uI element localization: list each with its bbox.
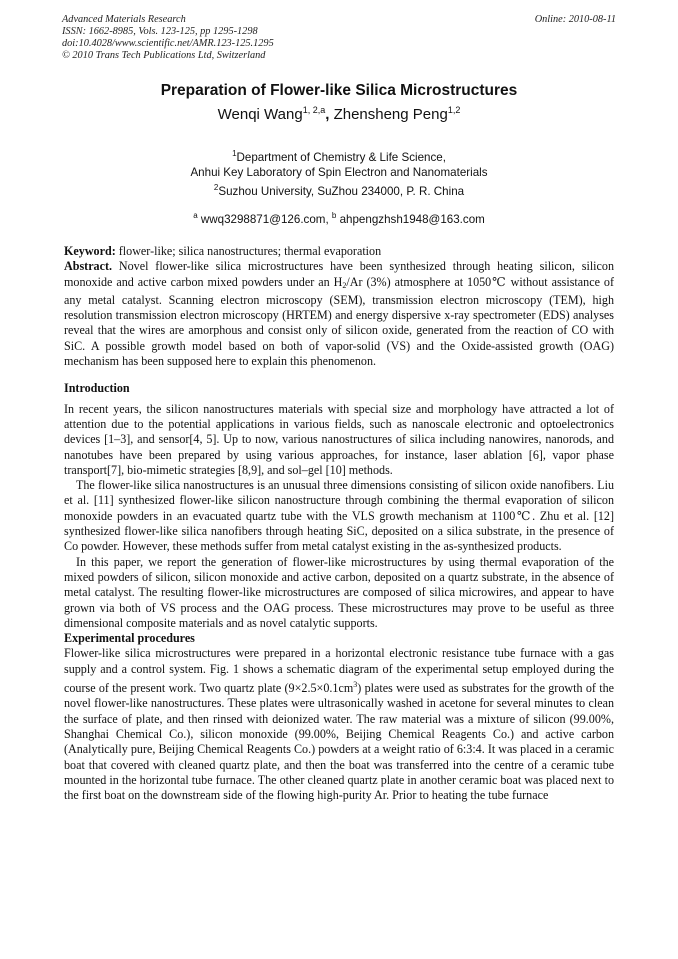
online-date: Online: 2010-08-11 xyxy=(534,14,616,25)
paragraph-text: ) plates were used as substrates for the growth of the novel flower-like nanostructures. These plates were ultrasonically washed in acetone for several minutes to clean the surface of plate, and then rinsed with deionized water. The raw material was a mixture of silicon (99.00%, Shanghai Chemical Co.), silicon monoxide (99.00%, Beijing Chemical Reagents Co.) and active carbon (Analytically pure, Beijing Chemical Reagents Co.) powders at a weight ratio of 6:3:4. It was placed in a ceramic boat that covered with cleaned quartz plate, and then the boat was transferred into the centre of a ceramic tube mounted in the horizontal tube furnace. The other cleaned quartz plate in another ceramic boat was placed next to the first boat on the downstream side of the flowing high-purity Ar. Prior to heating the tube furnace xyxy=(64,681,614,803)
email-marker: a xyxy=(193,211,198,220)
paragraph: The flower-like silica nanostructures is an unusual three dimensions consisting of silicon oxide nanofibers. Liu et al. [11] synthesized flower-like silicon nanostructure through combining the thermal evaporation of silicon monoxide powders in an evacuated quartz tube with the VLS growth mechanism at 1100℃. Zhu et al. [12] synthesized flower-like silica nanofibers through heating SiC, deposited on a silica substrate, in the presence of Co powder. However, these methods suffer from metal catalyst existing in the as-synthesized products. xyxy=(64,478,614,554)
affiliation-line: Anhui Key Laboratory of Spin Electron and Nanomaterials xyxy=(190,166,488,179)
keywords xyxy=(64,244,614,259)
abstract-text: /Ar (3%) atmosphere at 1050℃ without assistance of any metal catalyst. Scanning electron microscopy (SEM), transmission electron microscopy (TEM), high resolution transmission electron microscopy (HRTEM) and energy dispersive x-ray spectrometer (EDS) analyses reveal that the wires are amorphous and consist only of silicon oxide, generated from the reaction of CO with SiC. A possible growth model based on both of vapor-solid (VS) and the Oxide-assisted growth (OAG) mechanism has been supposed here to explain this phenomenon. xyxy=(64,274,614,369)
journal-header xyxy=(62,14,616,62)
paper-body xyxy=(64,244,614,803)
affiliation-line: Suzhou University, SuZhou 234000, P. R. China xyxy=(218,185,465,198)
journal-copyright: © 2010 Trans Tech Publications Ltd, Switzerland xyxy=(62,50,266,61)
author-name: Zhensheng Peng xyxy=(333,106,448,123)
journal-name: Advanced Materials Research xyxy=(62,14,186,25)
superscript: 3 xyxy=(353,680,358,690)
paragraph: In recent years, the silicon nanostructures materials with special size and morphology have attracted a lot of attention due to the potential applications in various fields, such as nanoscale electronic and optoelectronics devices [1–3], and sensor[4, 5]. Up to now, various nanostructures of silica including nanowires, nanorods, and nanotubes have been prepared by using various approaches, for instance, laser ablation [6], vapor phase transport[7], bio-mimetic strategies [8,9], and sol–gel [10] methods. xyxy=(64,401,614,477)
email-address: ahpengzhsh1948@163.com xyxy=(339,213,485,226)
author-line: Wenqi Wang$^{1, 2,a}$, Zhensheng Peng$^{1,2}$ xyxy=(217,105,461,123)
email-address: wwq3298871@126.com, xyxy=(200,213,329,226)
affiliation-2 xyxy=(0,180,678,199)
subscript: 2 xyxy=(342,280,347,290)
author-superscript: 1,2 xyxy=(447,105,461,115)
author-superscript: 1, 2,a xyxy=(302,105,326,115)
paragraph: In this paper, we report the generation of flower-like microstructures by using thermal evaporation of the mixed powders of silicon, silicon monoxide and active carbon, deposited on a quartz substrate, in the absence of metal catalyst. The resulting flower-like microstructures are composed of silica microwires, and appear to have grown via both of VS process and the OAG process. These microstructures may prove to be useful as three dimensional composite materials and as novel catalytic supports. xyxy=(64,554,614,630)
affiliation-marker: 1 xyxy=(232,149,237,158)
keyword-label: Keyword: xyxy=(64,244,116,258)
paper-title: Preparation of Flower-like Silica Microstructures xyxy=(160,82,518,99)
abstract-label: Abstract. xyxy=(64,259,113,274)
author-name: Wenqi Wang xyxy=(217,106,303,123)
affiliation-1 xyxy=(0,146,678,180)
section-heading-experimental: Experimental procedures xyxy=(64,631,195,646)
abstract-text: Novel flower-like silica microstructures have been synthesized through heating silicon, silicon monoxide and active carbon mixed powders under an H xyxy=(64,259,614,289)
affiliation-marker: 2 xyxy=(213,183,219,192)
journal-doi: doi:10.4028/www.scientific.net/AMR.123-125.1295 xyxy=(62,38,274,49)
journal-issn: ISSN: 1662-8985, Vols. 123-125, pp 1295-1298 xyxy=(62,26,258,37)
abstract xyxy=(64,259,614,369)
email-marker: b xyxy=(331,211,337,220)
section-heading-introduction: Introduction xyxy=(64,381,130,396)
paragraph-text: Flower-like silica microstructures were prepared in a horizontal electronic resistance tube furnace with a gas supply and a control system. Fig. 1 shows a schematic diagram of the experimental setup employed during the course of the present work. Two quartz plate (9×2.5×0.1cm xyxy=(64,646,614,696)
paragraph xyxy=(64,646,614,803)
author-emails xyxy=(0,208,678,227)
keyword-text: flower-like; silica nanostructures; thermal evaporation xyxy=(118,244,382,258)
affiliation-line: Department of Chemistry & Life Science, xyxy=(236,151,446,164)
